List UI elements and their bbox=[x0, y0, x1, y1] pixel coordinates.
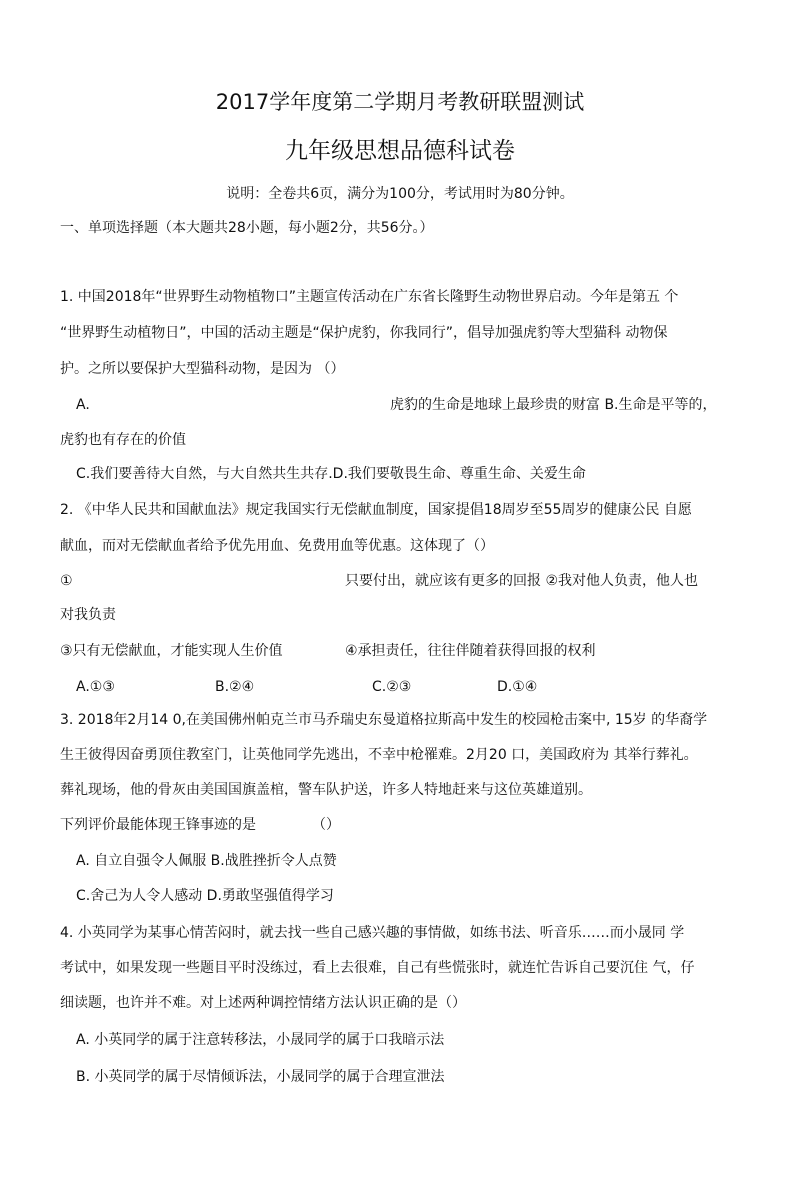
q3-line-2: 生王彼得因奋勇顶住教室门，让英他同学先逃出，不幸中枪罹难。2月20 口，美国政府为 其举行葬礼。 bbox=[60, 747, 698, 763]
q2-statement-3: ③只有无偿献血，才能实现人生价值 bbox=[60, 643, 283, 659]
q1-line-3: 护。之所以要保护大型猫科动物，是因为 （） bbox=[60, 361, 345, 377]
q2-option-a: A.①③ bbox=[76, 679, 115, 695]
q3-line-3: 葬礼现场，他的骨灰由美国国旗盖棺，警车队护送，许多人特地赶来与这位英雄道别。 bbox=[60, 782, 592, 798]
q2-statement-1-label: ① bbox=[60, 573, 73, 589]
q2-option-b: B.②④ bbox=[215, 679, 255, 695]
q2-option-c: C.②③ bbox=[372, 679, 412, 695]
q4-line-2: 考试中，如果发现一些题目平时没练过，看上去很难，自己有些慌张时，就连忙告诉自己要沉住 气，仔 bbox=[60, 960, 695, 976]
q1-option-a-label: A. bbox=[76, 397, 90, 413]
q1-option-ab: 虎豹的生命是地球上最珍贵的财富 B.生命是平等的， bbox=[390, 397, 717, 413]
q2-statement-1-2: 只要付出，就应该有更多的回报 ②我对他人负责，他人也 bbox=[345, 573, 698, 589]
q4-line-3: 细读题，也许并不难。对上述两种调控情绪方法认识正确的是（） bbox=[60, 995, 466, 1011]
q2-line-2: 献血，而对无偿献血者给予优先用血、免费用血等优惠。这体现了（） bbox=[60, 538, 494, 554]
q2-statement-4: ④承担责任，往往伴随着获得回报的权利 bbox=[345, 643, 596, 659]
q1-line-2: “世界野生动植物日”，中国的活动主题是“保护虎豹，你我同行”，倡导加强虎豹等大型猫科 动物保 bbox=[60, 325, 668, 341]
exam-title: 2017学年度第二学期月考教研联盟测试 bbox=[215, 90, 585, 114]
q4-line-1: 4. 小英同学为某事心情苦闷时，就去找一些自己感兴趣的事情做，如练书法、听音乐……而小晟同 学 bbox=[60, 925, 685, 941]
q3-line-1: 3. 2018年2月14 0,在美国佛州帕克兰市马乔瑞史东曼道格拉斯高中发生的校园枪击案中, 15岁 的华裔学 bbox=[60, 712, 708, 728]
q3-option-cd: C.舍己为人令人感动 D.勇敢坚强值得学习 bbox=[76, 888, 334, 904]
q4-option-b: B. 小英同学的属于尽情倾诉法，小晟同学的属于合理宣泄法 bbox=[76, 1069, 445, 1085]
q1-option-cd: C.我们要善待大自然，与大自然共生共存.D.我们要敬畏生命、尊重生命、关爱生命 bbox=[76, 466, 586, 482]
q3-answer-paren: （） bbox=[312, 817, 340, 833]
section-heading: 一、单项选择题（本大题共28小题，每小题2分，共56分。） bbox=[60, 220, 434, 236]
q4-option-a: A. 小英同学的属于注意转移法，小晟同学的属于口我暗示法 bbox=[76, 1032, 445, 1048]
q3-line-4: 下列评价最能体现王锋事迹的是 bbox=[60, 817, 256, 833]
q2-statement-2-cont: 对我负责 bbox=[60, 607, 116, 623]
q1-option-b-cont: 虎豹也有存在的价值 bbox=[60, 432, 186, 448]
q3-option-ab: A. 自立自强令人佩服 B.战胜挫折令人点赞 bbox=[76, 853, 337, 869]
q2-option-d: D.①④ bbox=[497, 679, 538, 695]
q2-line-1: 2. 《中华人民共和国献血法》规定我国实行无偿献血制度，国家提倡18周岁至55周岁的健康公民 自愿 bbox=[60, 502, 692, 518]
exam-instructions: 说明：全卷共6页，满分为100分，考试用时为80分钟。 bbox=[226, 186, 574, 202]
exam-subtitle: 九年级思想品德科试卷 bbox=[285, 138, 515, 164]
q1-line-1: 1. 中国2018年“世界野生动物植物口”主题宣传活动在广东省长隆野生动物世界启动。今年是第五 个 bbox=[60, 289, 679, 305]
